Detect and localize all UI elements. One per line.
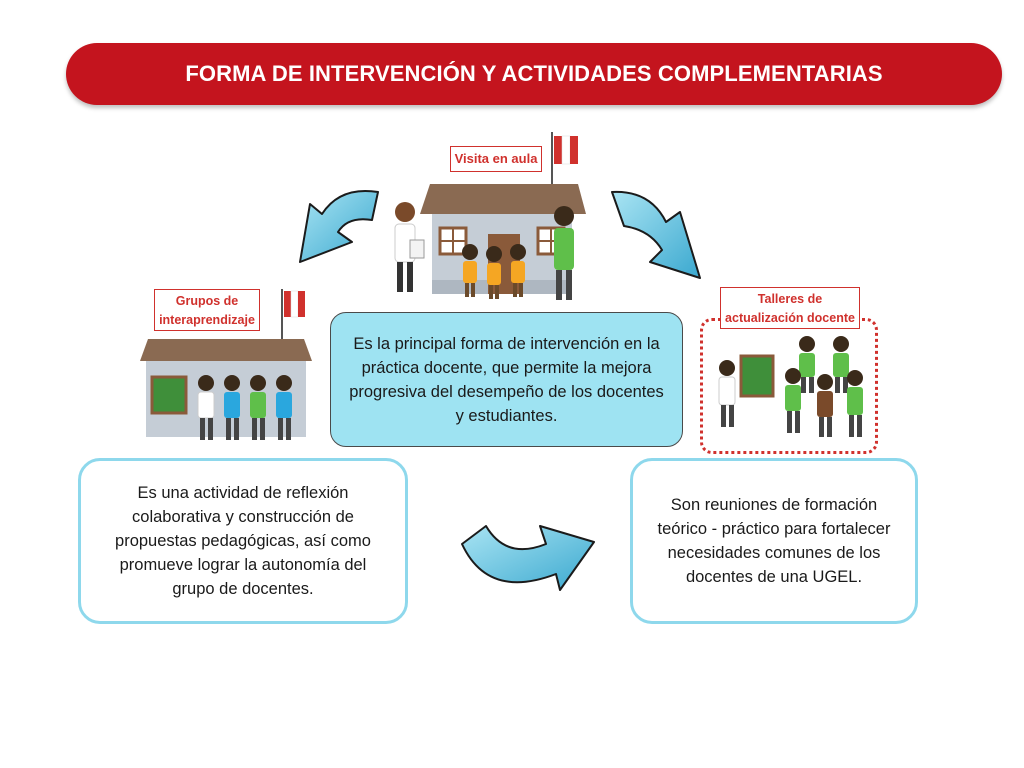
description-talleres <box>630 458 918 624</box>
sign-grupos-line1: Grupos de <box>175 294 239 308</box>
description-visita-text: Es la principal forma de intervención en la práctica docente, que permite la mejora progresiva del desempeño de los docentes y estudiantes. <box>349 334 664 425</box>
description-visita-en-aula <box>330 312 683 447</box>
description-grupos-text: Es una actividad de reflexión colaborativa y construcción de propuestas pedagógicas, así como promueve lograr la autonomía del grupo de docentes. <box>115 484 371 598</box>
sign-visita-en-aula-label: Visita en aula <box>454 151 538 166</box>
sign-talleres-line2: actualización docente <box>725 311 855 325</box>
sign-grupos-line2: interaprendizaje <box>159 313 255 327</box>
description-talleres-text: Son reuniones de formación teórico - práctico para fortalecer necesidades comunes de los docentes de una UGEL. <box>657 496 891 586</box>
sign-grupos-interaprendizaje <box>154 289 260 331</box>
sign-talleres-line1: Talleres de <box>757 292 823 306</box>
sign-talleres-actualizacion <box>720 287 860 329</box>
arrow-bottom-icon <box>462 526 594 590</box>
description-grupos-interaprendizaje <box>78 458 408 624</box>
page-title: FORMA DE INTERVENCIÓN Y ACTIVIDADES COMPLEMENTARIAS <box>185 61 883 86</box>
arrow-top-right-icon <box>612 192 700 278</box>
sign-visita-en-aula <box>450 146 542 172</box>
arrow-top-left-icon <box>300 191 378 262</box>
workshop-illustration <box>705 330 873 450</box>
